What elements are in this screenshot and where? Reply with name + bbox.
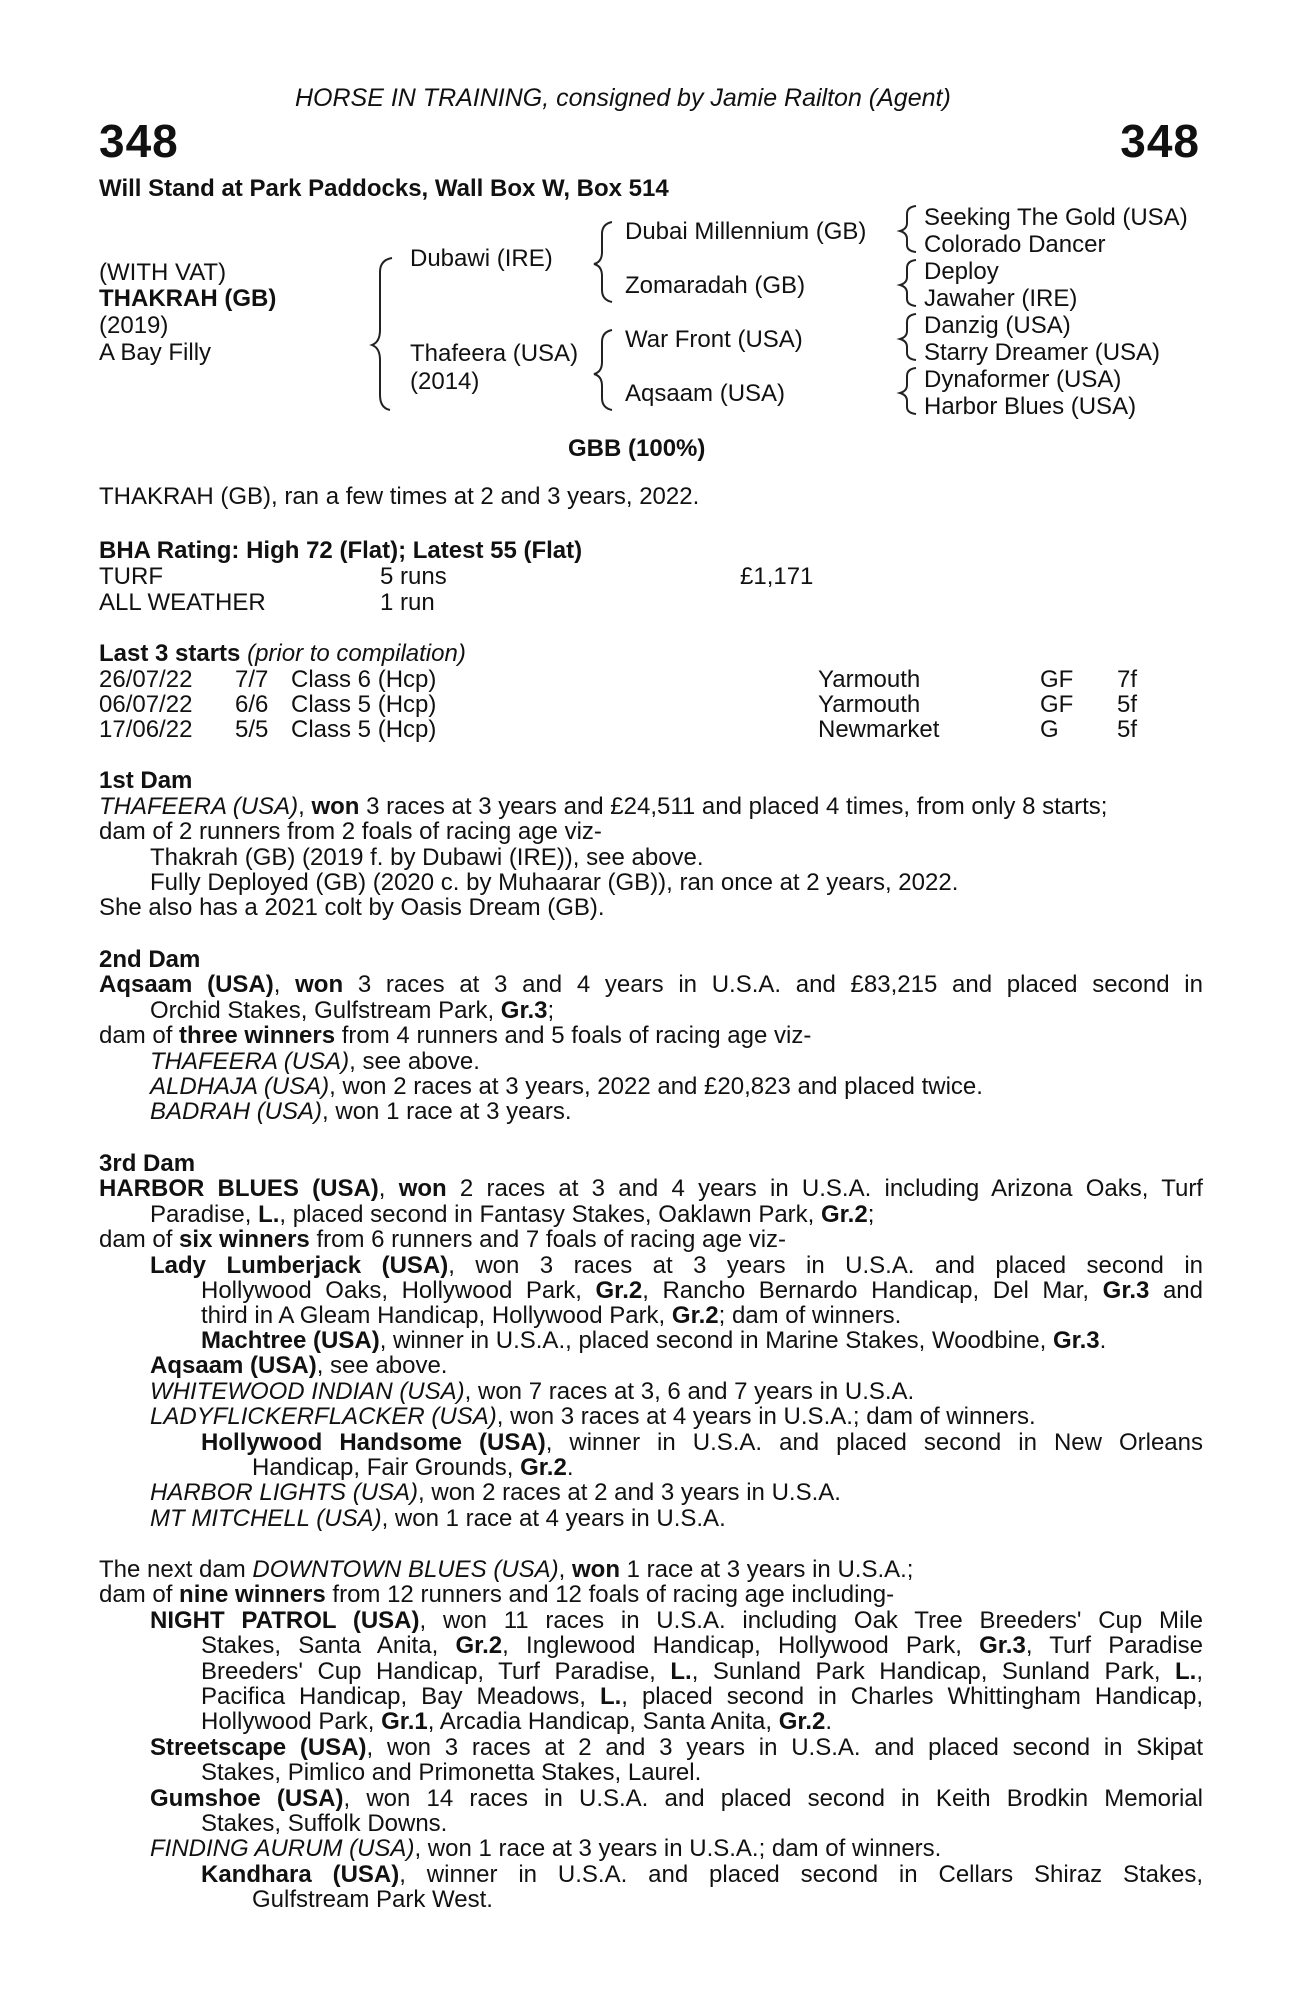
hollywood-handsome-line1 — [201, 1430, 1203, 1456]
produce-text: , won 2 races at 2 and 3 years in U.S.A. — [418, 1479, 841, 1506]
start-position: 6/6 — [235, 691, 269, 718]
pedigree-g8: Harbor Blues (USA) — [924, 393, 1137, 420]
dam3-line3c: from 6 runners and 7 foals of racing age viz- — [309, 1226, 787, 1253]
grade-badge: Gr.2 — [821, 1201, 868, 1228]
hollywood-handsome-line2 — [252, 1455, 574, 1481]
grade-badge: Gr.2 — [455, 1632, 503, 1659]
horse-name: THAKRAH (GB) — [99, 285, 277, 312]
pedigree-sire-dam: Zomaradah (GB) — [625, 272, 806, 299]
start-going: GF — [1040, 666, 1074, 693]
night-patrol-line5 — [201, 1709, 832, 1735]
produce-name: THAFEERA (USA) — [150, 1048, 350, 1075]
stand-location: Will Stand at Park Paddocks, Wall Box W, Box 514 — [99, 175, 669, 202]
last-starts-heading — [99, 641, 466, 667]
produce-name: Hollywood Handsome (USA) — [201, 1429, 546, 1456]
dam3-heading: 3rd Dam — [99, 1150, 196, 1177]
pedigree-g2: Colorado Dancer — [924, 231, 1106, 258]
dam2-name: Aqsaam (USA) — [99, 971, 274, 998]
produce-text: and — [1149, 1277, 1203, 1304]
pedigree-sire-sire: Dubai Millennium (GB) — [625, 218, 867, 245]
listed-badge: L. — [599, 1683, 622, 1710]
grade-badge: Gr.2 — [520, 1454, 567, 1481]
produce-text: Handicap, Fair Grounds, — [252, 1454, 521, 1481]
lot-number-left: 348 — [99, 115, 179, 167]
dam3-text2c: ; — [867, 1201, 875, 1228]
produce-text: third in A Gleam Handicap, Hollywood Park, — [201, 1302, 672, 1329]
produce-text: , Inglewood Handicap, Hollywood Park, — [502, 1632, 980, 1659]
pedigree-dam-dam: Aqsaam (USA) — [625, 380, 786, 407]
dam2-line3a: dam of — [99, 1022, 180, 1049]
start-date: 06/07/22 — [99, 691, 193, 718]
dam2-heading: 2nd Dam — [99, 946, 201, 973]
dam3-line2 — [150, 1202, 874, 1228]
start-row — [99, 667, 1199, 693]
whitewood-line — [150, 1379, 914, 1405]
rating-runs: 5 runs — [380, 563, 447, 590]
produce-text: , won 14 races in U.S.A. and placed second in Keith Brodkin Memorial — [343, 1785, 1203, 1812]
listed-badge: L. — [258, 1201, 280, 1228]
produce-text: Stakes, Santa Anita, — [201, 1632, 456, 1659]
dam3-winners: six winners — [179, 1226, 310, 1253]
rating-row — [99, 564, 1199, 590]
lady-lumberjack-line1 — [150, 1253, 1203, 1279]
pedigree-dam-sire: War Front (USA) — [625, 326, 803, 353]
produce-name: Machtree (USA) — [201, 1327, 380, 1354]
ladyflickerflacker-line — [150, 1404, 1036, 1430]
dam2-text2b: ; — [547, 997, 555, 1024]
start-course: Yarmouth — [818, 666, 921, 693]
lot-number-right: 348 — [1120, 115, 1200, 167]
grade-badge: Gr.3 — [1052, 1327, 1100, 1354]
grade-badge: Gr.3 — [979, 1632, 1026, 1659]
next-dam-line1 — [99, 1557, 913, 1583]
produce-text: . — [566, 1454, 574, 1481]
dam1-heading: 1st Dam — [99, 767, 193, 794]
produce-text: , placed second in Charles Whittingham Handicap, — [621, 1683, 1204, 1710]
produce-text: , won 2 races at 3 years, 2022 and £20,823 and placed twice. — [329, 1073, 983, 1100]
rating-row — [99, 590, 1199, 616]
dam2-produce-1 — [150, 1049, 480, 1075]
produce-text: , Turf Paradise — [1025, 1632, 1203, 1659]
next-dam-name: DOWNTOWN BLUES (USA) — [252, 1556, 559, 1583]
start-race: Class 5 (Hcp) — [291, 716, 437, 743]
pedigree-g4: Jawaher (IRE) — [924, 285, 1078, 312]
produce-text: ; dam of winners. — [718, 1302, 902, 1329]
produce-text: , — [1196, 1658, 1204, 1685]
produce-name: Gumshoe (USA) — [150, 1785, 344, 1812]
start-race: Class 6 (Hcp) — [291, 666, 437, 693]
produce-text: , winner in U.S.A., placed second in Marine Stakes, Woodbine, — [379, 1327, 1053, 1354]
start-going: G — [1040, 716, 1059, 743]
dam3-name: HARBOR BLUES (USA) — [99, 1175, 379, 1202]
night-patrol-line2 — [201, 1633, 1203, 1659]
dam2-produce-3 — [150, 1099, 572, 1125]
produce-text: , won 1 race at 4 years in U.S.A. — [381, 1505, 726, 1532]
start-date: 17/06/22 — [99, 716, 193, 743]
dam2-line2 — [150, 998, 554, 1024]
dam2-line1: Aqsaam (USA), won 3 races at 3 and 4 years in U.S.A. and £83,215 and placed second in — [99, 971, 1203, 998]
produce-text: Breeders' Cup Handicap, Turf Paradise, — [201, 1658, 671, 1685]
breeding-percentage: GBB (100%) — [568, 435, 706, 462]
grade-badge: Gr.3 — [1102, 1277, 1150, 1304]
rating-surface: ALL WEATHER — [99, 589, 266, 616]
start-race: Class 5 (Hcp) — [291, 691, 437, 718]
produce-text: Hollywood Park, — [201, 1708, 382, 1735]
produce-text: Hollywood Oaks, Hollywood Park, — [201, 1277, 596, 1304]
produce-text: , won 1 race at 3 years. — [322, 1098, 572, 1125]
produce-text: Pacifica Handicap, Bay Meadows, — [201, 1683, 600, 1710]
pedigree-sire: Dubawi (IRE) — [410, 245, 553, 272]
mt-mitchell-line — [150, 1506, 726, 1532]
dam1-produce-1: Thakrah (GB) (2019 f. by Dubawi (IRE)), see above. — [150, 844, 704, 871]
dam2-text: 3 races at 3 and 4 years in U.S.A. and £83,215 and placed second in — [343, 971, 1203, 998]
streetscape-line1 — [150, 1735, 1203, 1761]
dam3-line3 — [99, 1227, 786, 1253]
pedigree-g7: Dynaformer (USA) — [924, 366, 1122, 393]
dam2-grade: Gr.3 — [500, 997, 548, 1024]
dam3-line3a: dam of — [99, 1226, 180, 1253]
pedigree-g1: Seeking The Gold (USA) — [924, 204, 1188, 231]
start-date: 26/07/22 — [99, 666, 193, 693]
dam1-note: She also has a 2021 colt by Oasis Dream (GB). — [99, 894, 605, 921]
dam1-text: 3 races at 3 years and £24,511 and placed 4 times, from only 8 starts; — [359, 793, 1108, 820]
dam1-won: won — [311, 793, 360, 820]
produce-name: Aqsaam (USA) — [150, 1352, 317, 1379]
pedigree-dam-year: (2014) — [410, 368, 480, 395]
pedigree-g6: Starry Dreamer (USA) — [924, 339, 1161, 366]
dam2-won: won — [295, 971, 344, 998]
produce-name: MT MITCHELL (USA) — [150, 1505, 382, 1532]
kandhara-line1 — [201, 1862, 1203, 1888]
next-dam-won: won — [572, 1556, 620, 1583]
start-course: Newmarket — [818, 716, 940, 743]
next-dam-winners: nine winners — [179, 1581, 326, 1608]
dam2-produce-2 — [150, 1074, 983, 1100]
produce-name: ALDHAJA (USA) — [150, 1073, 330, 1100]
last-starts-note: (prior to compilation) — [247, 640, 466, 667]
pedigree-g3: Deploy — [924, 258, 999, 285]
bha-rating-title: BHA Rating: High 72 (Flat); Latest 55 (Flat) — [99, 537, 583, 564]
dam3-won: won — [398, 1175, 447, 1202]
pedigree-g5: Danzig (USA) — [924, 312, 1071, 339]
grade-badge: Gr.2 — [671, 1302, 719, 1329]
dam3-text: 2 races at 3 and 4 years in U.S.A. including Arizona Oaks, Turf — [446, 1175, 1203, 1202]
finding-aurum-line — [150, 1836, 941, 1862]
race-summary: THAKRAH (GB), ran a few times at 2 and 3 years, 2022. — [99, 483, 700, 510]
produce-text: , Sunland Park Handicap, Sunland Park, — [691, 1658, 1176, 1685]
produce-name: Streetscape (USA) — [150, 1734, 367, 1761]
lady-lumberjack-line2 — [201, 1278, 1203, 1304]
produce-text: , see above. — [316, 1352, 448, 1379]
produce-text: , winner in U.S.A. and placed second in Cellars Shiraz Stakes, — [399, 1861, 1203, 1888]
produce-text: . — [1099, 1327, 1107, 1354]
produce-text: , won 11 races in U.S.A. including Oak Tree Breeders' Cup Mile — [419, 1607, 1203, 1634]
start-distance: 5f — [1117, 691, 1138, 718]
dam1-line1: THAFEERA (USA), won 3 races at 3 years and £24,511 and placed 4 times, from only 8 starts; — [99, 793, 1108, 820]
night-patrol-line4 — [201, 1684, 1203, 1710]
gumshoe-line2: Stakes, Suffolk Downs. — [201, 1810, 448, 1837]
rating-runs: 1 run — [380, 589, 435, 616]
dam2-line3c: from 4 runners and 5 foals of racing age viz- — [335, 1022, 812, 1049]
next-dam-text: The next dam — [99, 1556, 253, 1583]
dam3-text2a: Paradise, — [150, 1201, 259, 1228]
grade-badge: Gr.1 — [381, 1708, 428, 1735]
start-position: 7/7 — [235, 666, 269, 693]
horse-description: A Bay Filly — [99, 339, 212, 366]
produce-text: , won 1 race at 3 years in U.S.A.; dam of winners. — [414, 1835, 942, 1862]
rating-earnings: £1,171 — [740, 563, 814, 590]
aqsaam-line — [150, 1353, 447, 1379]
next-dam-line2 — [99, 1582, 894, 1608]
harbor-lights-line — [150, 1480, 841, 1506]
produce-name: FINDING AURUM (USA) — [150, 1835, 415, 1862]
produce-text: , won 3 races at 2 and 3 years in U.S.A. and placed second in Skipat — [366, 1734, 1204, 1761]
listed-badge: L. — [1175, 1658, 1197, 1685]
grade-badge: Gr.2 — [595, 1277, 643, 1304]
listed-badge: L. — [670, 1658, 692, 1685]
produce-name: Lady Lumberjack (USA) — [150, 1252, 449, 1279]
rating-surface: TURF — [99, 563, 163, 590]
last-starts-title: Last 3 starts — [99, 640, 241, 667]
dam1-produce-2: Fully Deployed (GB) (2020 c. by Muhaarar (GB)), ran once at 2 years, 2022. — [150, 869, 959, 896]
produce-name: BADRAH (USA) — [150, 1098, 323, 1125]
dam1-line2: dam of 2 runners from 2 foals of racing age viz- — [99, 818, 602, 845]
produce-text: , Rancho Bernardo Handicap, Del Mar, — [642, 1277, 1103, 1304]
start-row — [99, 717, 1199, 743]
next-dam-text: dam of — [99, 1581, 180, 1608]
dam3-line1: HARBOR BLUES (USA), won 2 races at 3 and 4 years in U.S.A. including Arizona Oaks, Turf — [99, 1175, 1203, 1202]
produce-text: , see above. — [349, 1048, 480, 1075]
night-patrol-line3 — [201, 1659, 1203, 1685]
produce-text: , won 3 races at 3 years in U.S.A. and placed second in — [448, 1252, 1203, 1279]
gumshoe-line1 — [150, 1786, 1203, 1812]
produce-text: , winner in U.S.A. and placed second in New Orleans — [545, 1429, 1203, 1456]
consignment-header: HORSE IN TRAINING, consigned by Jamie Railton (Agent) — [295, 84, 951, 112]
pedigree-dam: Thafeera (USA) — [410, 340, 579, 367]
start-distance: 7f — [1117, 666, 1138, 693]
machtree-line — [201, 1328, 1106, 1354]
grade-badge: Gr.2 — [778, 1708, 826, 1735]
produce-text: , won 7 races at 3, 6 and 7 years in U.S.A. — [464, 1378, 915, 1405]
dam2-line3 — [99, 1023, 811, 1049]
produce-name: HARBOR LIGHTS (USA) — [150, 1479, 419, 1506]
produce-text: , Arcadia Handicap, Santa Anita, — [427, 1708, 779, 1735]
lady-lumberjack-line3 — [201, 1303, 901, 1329]
next-dam-text: from 12 runners and 12 foals of racing age including- — [325, 1581, 895, 1608]
start-position: 5/5 — [235, 716, 269, 743]
next-dam-text: , — [558, 1556, 572, 1583]
dam1-name: THAFEERA (USA) — [99, 793, 299, 820]
dam2-winners: three winners — [179, 1022, 336, 1049]
produce-text: . — [825, 1708, 833, 1735]
produce-text: , won 3 races at 4 years in U.S.A.; dam of winners. — [496, 1403, 1036, 1430]
produce-name: Kandhara (USA) — [201, 1861, 400, 1888]
next-dam-text: 1 race at 3 years in U.S.A.; — [620, 1556, 914, 1583]
produce-name: LADYFLICKERFLACKER (USA) — [150, 1403, 497, 1430]
produce-name: NIGHT PATROL (USA) — [150, 1607, 420, 1634]
start-row — [99, 692, 1199, 718]
kandhara-line2: Gulfstream Park West. — [252, 1886, 493, 1913]
start-distance: 5f — [1117, 716, 1138, 743]
start-course: Yarmouth — [818, 691, 921, 718]
streetscape-line2: Stakes, Pimlico and Primonetta Stakes, Laurel. — [201, 1759, 702, 1786]
produce-name: WHITEWOOD INDIAN (USA) — [150, 1378, 465, 1405]
horse-year: (2019) — [99, 312, 169, 339]
vat-status: (WITH VAT) — [99, 259, 227, 286]
start-going: GF — [1040, 691, 1074, 718]
dam3-text2b: , placed second in Fantasy Stakes, Oaklawn Park, — [279, 1201, 821, 1228]
night-patrol-line1 — [150, 1608, 1203, 1634]
dam2-text2: Orchid Stakes, Gulfstream Park, — [150, 997, 501, 1024]
